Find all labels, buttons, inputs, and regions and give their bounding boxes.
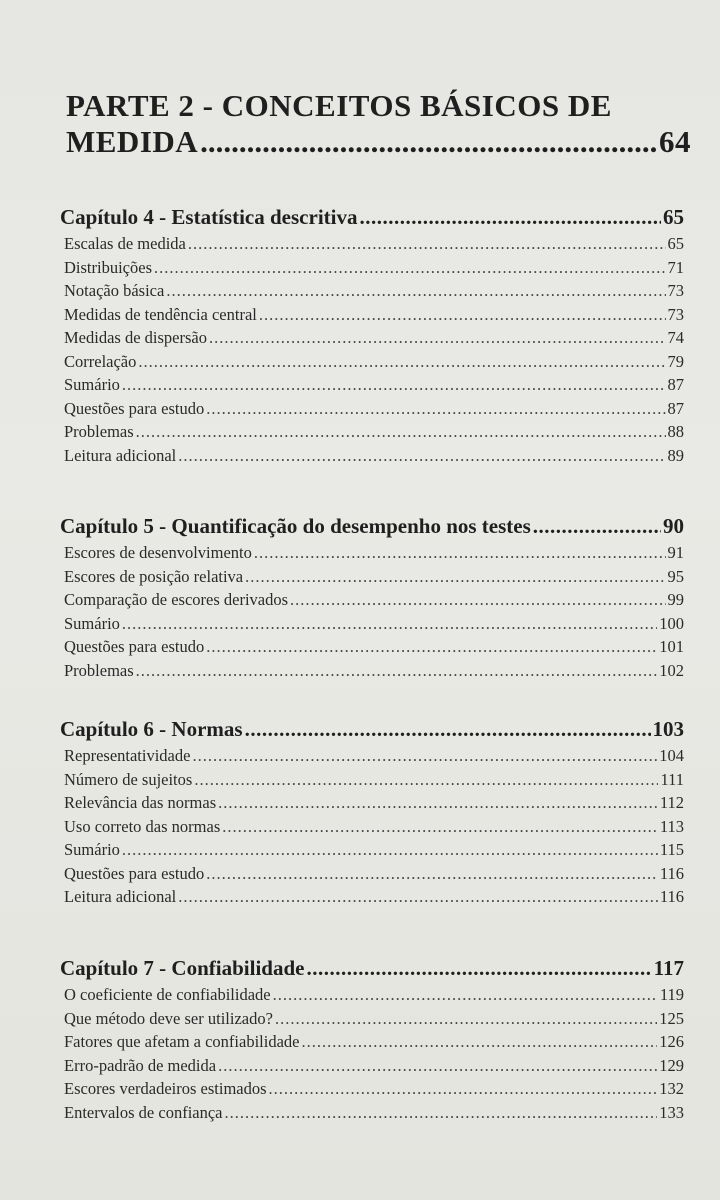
entry-label: Correlação — [64, 351, 137, 371]
leader-dots — [136, 420, 666, 444]
entry-label: Escores verdadeiros estimados — [64, 1079, 267, 1098]
toc-entry — [60, 791, 684, 815]
toc-entry — [60, 885, 684, 909]
entry-label: Escores de desenvolvimento — [64, 543, 252, 562]
entry-page-number: 125 — [659, 1008, 684, 1028]
entry-label: Questões para estudo — [64, 637, 205, 656]
entry-label: Questões para estudo — [64, 398, 205, 418]
entry-label: Distribuições — [64, 257, 152, 277]
chapter-page-number: 103 — [652, 717, 684, 741]
entry-label: Fatores que afetam a confiabilidade — [64, 1032, 300, 1051]
toc-entry — [60, 397, 684, 421]
leader-dots — [218, 1054, 657, 1078]
entry-page-number: 100 — [659, 613, 684, 633]
entry-page-number: 65 — [667, 234, 684, 253]
entry-label: Medidas de tendência central — [64, 304, 257, 324]
chapter-heading — [60, 714, 684, 744]
toc-entry — [60, 420, 684, 444]
toc-entry — [60, 303, 684, 327]
toc-entry — [60, 815, 684, 839]
entry-page-number: 87 — [667, 398, 684, 418]
chapter-heading — [60, 202, 684, 232]
entry-page-number: 129 — [659, 1055, 684, 1075]
leader-dots — [359, 202, 661, 232]
leader-dots — [269, 1077, 658, 1101]
leader-dots — [200, 124, 657, 160]
toc-entry — [60, 768, 684, 792]
entry-page-number: 126 — [659, 1032, 684, 1051]
leader-dots — [306, 953, 651, 983]
toc-entry — [60, 444, 684, 468]
entry-label: Problemas — [64, 660, 134, 680]
toc-entry — [60, 232, 684, 256]
leader-dots — [192, 744, 657, 768]
leader-dots — [290, 588, 665, 612]
leader-dots — [154, 256, 666, 280]
toc-entry — [60, 1054, 684, 1078]
toc-entry — [60, 326, 684, 350]
leader-dots — [122, 373, 666, 397]
toc-entry — [60, 744, 684, 768]
chapter-title: Capítulo 5 - Quantificação do desempenho nos testes — [60, 514, 531, 538]
entry-page-number: 116 — [659, 887, 684, 906]
toc-entry — [60, 635, 684, 659]
entry-label: Questões para estudo — [64, 863, 205, 883]
toc-entry — [60, 1007, 684, 1031]
entry-page-number: 101 — [659, 637, 684, 656]
leader-dots — [178, 444, 665, 468]
toc-entry — [60, 983, 684, 1007]
entry-page-number: 102 — [659, 660, 684, 680]
chapter-heading — [60, 511, 684, 541]
part-heading — [66, 88, 691, 160]
entry-page-number: 95 — [667, 566, 684, 586]
leader-dots — [222, 815, 658, 839]
entry-label: Que método deve ser utilizado? — [64, 1008, 273, 1028]
toc-entry — [60, 659, 684, 683]
entry-page-number: 111 — [660, 769, 684, 789]
chapter-section — [60, 511, 684, 682]
toc-entry — [60, 373, 684, 397]
entry-page-number: 119 — [659, 985, 684, 1004]
leader-dots — [245, 714, 651, 744]
part-title-line2: MEDIDA — [66, 124, 199, 159]
leader-dots — [122, 838, 658, 862]
toc-entry — [60, 1030, 684, 1054]
leader-dots — [273, 983, 658, 1007]
leader-dots — [122, 612, 657, 636]
leader-dots — [206, 862, 658, 886]
leader-dots — [259, 303, 666, 327]
chapter-title: Capítulo 7 - Confiabilidade — [60, 956, 305, 980]
entry-page-number: 79 — [667, 351, 684, 371]
entry-page-number: 71 — [667, 257, 684, 277]
entry-label: Relevância das normas — [64, 793, 217, 812]
entry-label: O coeficiente de confiabilidade — [64, 985, 271, 1004]
part-page-number: 64 — [659, 124, 691, 159]
entry-label: Escores de posição relativa — [64, 566, 244, 586]
entry-label: Representatividade — [64, 746, 191, 765]
toc-entry — [60, 612, 684, 636]
entry-label: Leitura adicional — [64, 887, 177, 906]
leader-dots — [209, 326, 666, 350]
entry-page-number: 87 — [667, 375, 684, 394]
leader-dots — [218, 791, 658, 815]
entry-label: Erro-padrão de medida — [64, 1055, 217, 1075]
toc-entry — [60, 256, 684, 280]
entry-label: Número de sujeitos — [64, 769, 193, 789]
leader-dots — [206, 397, 665, 421]
toc-entry — [60, 1077, 684, 1101]
leader-dots — [245, 565, 665, 589]
entry-label: Uso correto das normas — [64, 816, 221, 836]
part-title-line1: PARTE 2 - CONCEITOS BÁSICOS DE — [66, 88, 612, 123]
entry-page-number: 133 — [659, 1102, 684, 1122]
chapter-page-number: 65 — [663, 205, 684, 229]
toc-entry — [60, 838, 684, 862]
chapter-heading — [60, 953, 684, 983]
leader-dots — [178, 885, 658, 909]
toc-entry — [60, 588, 684, 612]
toc-entry — [60, 565, 684, 589]
entry-label: Escalas de medida — [64, 234, 186, 253]
chapter-section — [60, 714, 684, 909]
entry-label: Sumário — [64, 375, 120, 394]
leader-dots — [206, 635, 657, 659]
entry-page-number: 74 — [667, 328, 684, 347]
entry-label: Comparação de escores derivados — [64, 590, 289, 609]
toc-entry — [60, 279, 684, 303]
leader-dots — [138, 350, 665, 374]
entry-label: Leitura adicional — [64, 445, 177, 465]
entry-page-number: 73 — [667, 281, 684, 300]
entry-label: Problemas — [64, 422, 134, 441]
toc-entry — [60, 350, 684, 374]
leader-dots — [275, 1007, 657, 1031]
leader-dots — [301, 1030, 657, 1054]
entry-page-number: 99 — [667, 590, 684, 609]
entry-label: Sumário — [64, 613, 120, 633]
leader-dots — [533, 511, 661, 541]
entry-label: Medidas de dispersão — [64, 328, 207, 347]
entry-page-number: 89 — [667, 445, 684, 465]
entry-page-number: 113 — [659, 816, 684, 836]
leader-dots — [194, 768, 658, 792]
chapter-page-number: 90 — [663, 514, 684, 538]
entry-page-number: 112 — [659, 793, 684, 812]
entry-label: Entervalos de confiança — [64, 1102, 223, 1122]
leader-dots — [188, 232, 666, 256]
toc-entry — [60, 862, 684, 886]
chapter-page-number: 117 — [653, 956, 684, 980]
leader-dots — [225, 1101, 658, 1125]
entry-page-number: 91 — [667, 543, 684, 562]
toc-entry — [60, 541, 684, 565]
entry-label: Notação básica — [64, 281, 165, 300]
entry-page-number: 132 — [659, 1079, 684, 1098]
toc-entry — [60, 1101, 684, 1125]
entry-page-number: 88 — [667, 422, 684, 441]
entry-page-number: 116 — [659, 863, 684, 883]
entry-label: Sumário — [64, 840, 120, 859]
leader-dots — [136, 659, 658, 683]
chapter-section — [60, 202, 684, 467]
chapter-section — [60, 953, 684, 1124]
leader-dots — [166, 279, 665, 303]
entry-page-number: 104 — [659, 746, 684, 765]
leader-dots — [254, 541, 666, 565]
entry-page-number: 115 — [659, 840, 684, 859]
chapter-title: Capítulo 4 - Estatística descritiva — [60, 205, 358, 229]
entry-page-number: 73 — [667, 304, 684, 324]
chapter-title: Capítulo 6 - Normas — [60, 717, 243, 741]
